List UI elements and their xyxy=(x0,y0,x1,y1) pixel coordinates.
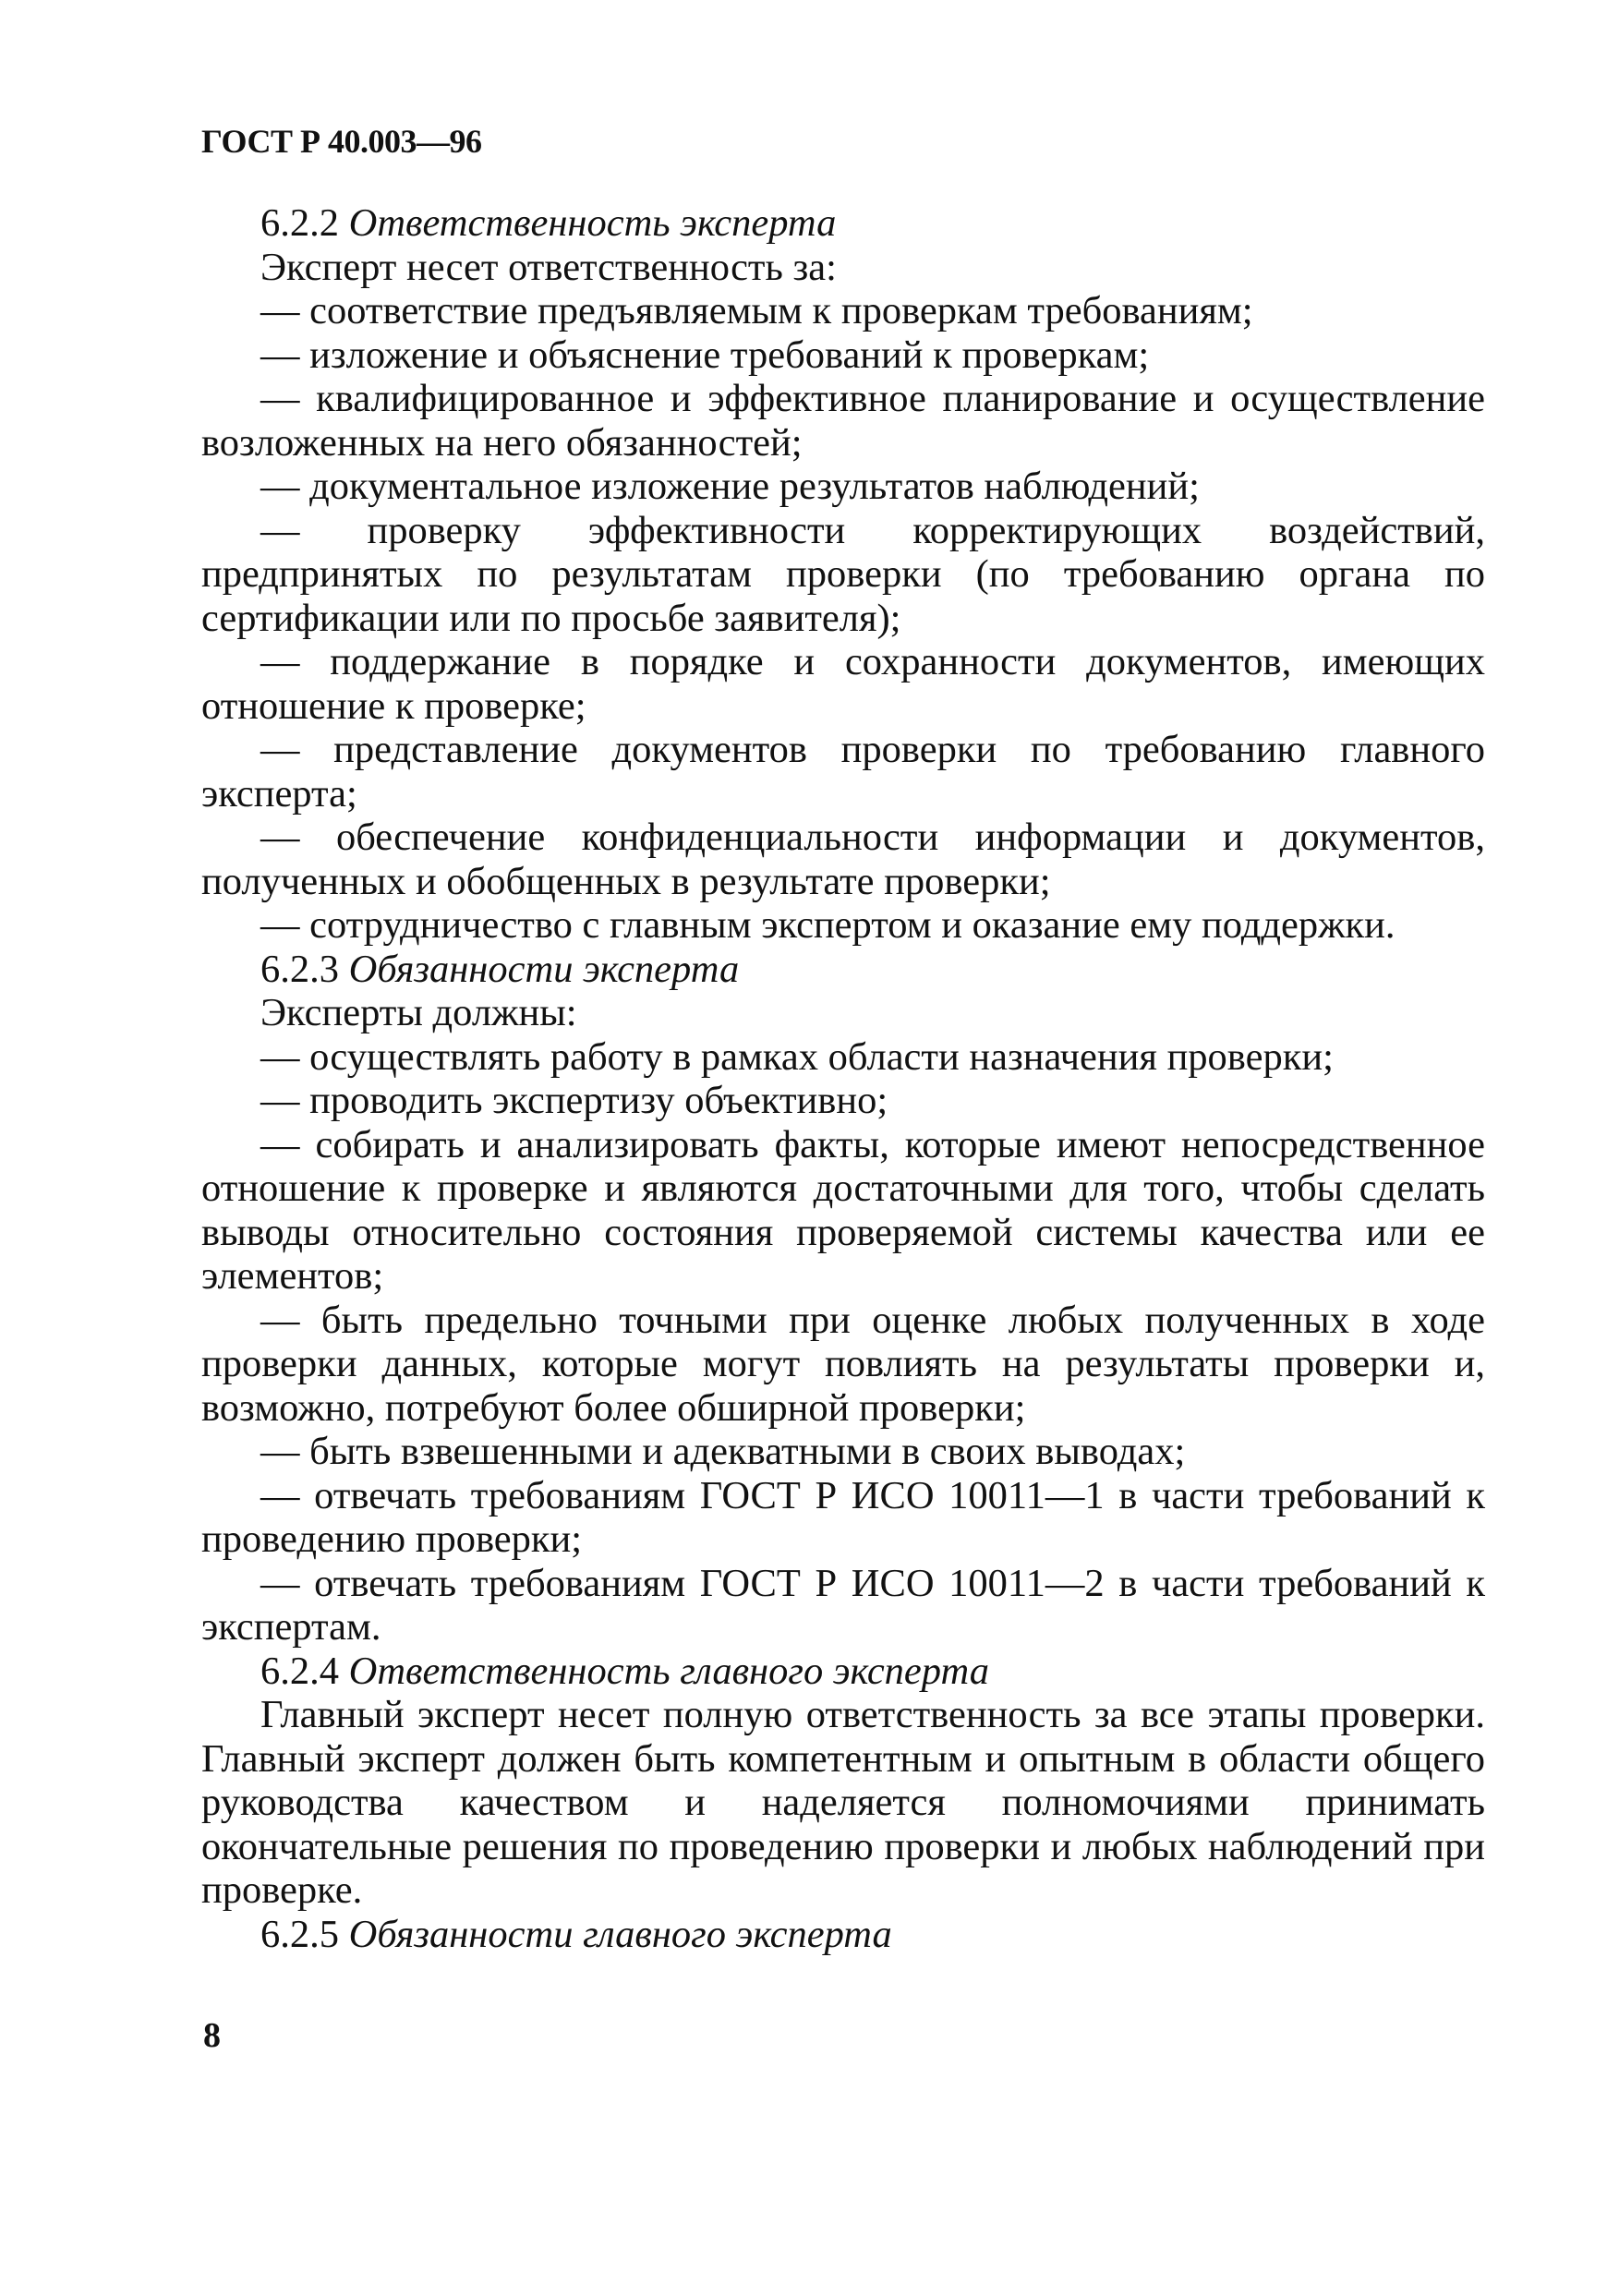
section-number: 6.2.2 xyxy=(260,201,339,245)
list-item: — изложение и объяснение требований к проверкам; xyxy=(260,332,1150,377)
section-heading xyxy=(201,1913,1485,1957)
paragraph: Эксперт несет ответственность за: xyxy=(260,245,837,289)
list-item: — документальное изложение результатов наблюдений; xyxy=(260,465,1200,508)
list-item: — квалифицированное и эффективное планирование и осуществление возложенных на него обязанностей; xyxy=(201,377,1485,465)
section-number: 6.2.4 xyxy=(260,1649,339,1693)
section-number: 6.2.3 xyxy=(260,947,339,991)
list-item: — сотрудничество с главным экспертом и оказание ему поддержки. xyxy=(260,903,1395,947)
paragraph: Главный эксперт несет полную ответственность за все этапы проверки. Главный эксперт должен быть компетентным и опытным в области общего руководства качеством и наделяется полномочиями принимать окончательные решения по проведению проверки и любых наблюдений при проверке. xyxy=(201,1693,1485,1912)
list-item: — собирать и анализировать факты, которые имеют непосредственное отношение к проверке и являются достаточными для того, чтобы сделать выводы относительно состояния проверяемой системы качества или ее элементов; xyxy=(201,1122,1485,1298)
section-number: 6.2.5 xyxy=(260,1912,339,1956)
document-page xyxy=(201,0,1485,2296)
list-item: — поддержание в порядке и сохранности документов, имеющих отношение к проверке; xyxy=(201,640,1485,728)
section-title: Обязанности главного эксперта xyxy=(348,1912,892,1956)
document-body xyxy=(201,201,1485,1956)
section-heading xyxy=(201,201,1485,246)
list-item: — быть предельно точными при оценке любых полученных в ходе проверки данных, которые могут повлиять на результаты проверки и, возможно, потребуют более обширной проверки; xyxy=(201,1298,1485,1430)
section-title: Ответственность главного эксперта xyxy=(348,1649,989,1693)
section-heading xyxy=(201,948,1485,992)
list-item: — представление документов проверки по требованию главного эксперта; xyxy=(201,728,1485,816)
list-item: — обеспечение конфиденциальности информации и документов, полученных и обобщенных в результате проверки; xyxy=(201,816,1485,903)
list-item: — проводить экспертизу объективно; xyxy=(260,1079,888,1122)
list-item: — отвечать требованиям ГОСТ Р ИСО 10011—2 в части требований к экспертам. xyxy=(201,1561,1485,1649)
section-title: Ответственность эксперта xyxy=(348,201,837,245)
paragraph: Эксперты должны: xyxy=(260,991,577,1034)
list-item: — осуществлять работу в рамках области назначения проверки; xyxy=(260,1034,1334,1079)
section-heading xyxy=(201,1649,1485,1694)
document-header: ГОСТ Р 40.003—96 xyxy=(201,123,482,160)
page-number: 8 xyxy=(203,2016,221,2055)
list-item: — быть взвешенными и адекватными в своих выводах; xyxy=(260,1430,1186,1473)
list-item: — соответствие предъявляемым к проверкам требованиям; xyxy=(260,289,1253,332)
list-item: — отвечать требованиям ГОСТ Р ИСО 10011—1 в части требований к проведению проверки; xyxy=(201,1473,1485,1561)
list-item: — проверку эффективности корректирующих воздействий, предпринятых по результатам проверки (по требованию органа по сертификации или по просьбе заявителя); xyxy=(201,508,1485,640)
section-title: Обязанности эксперта xyxy=(348,947,740,991)
